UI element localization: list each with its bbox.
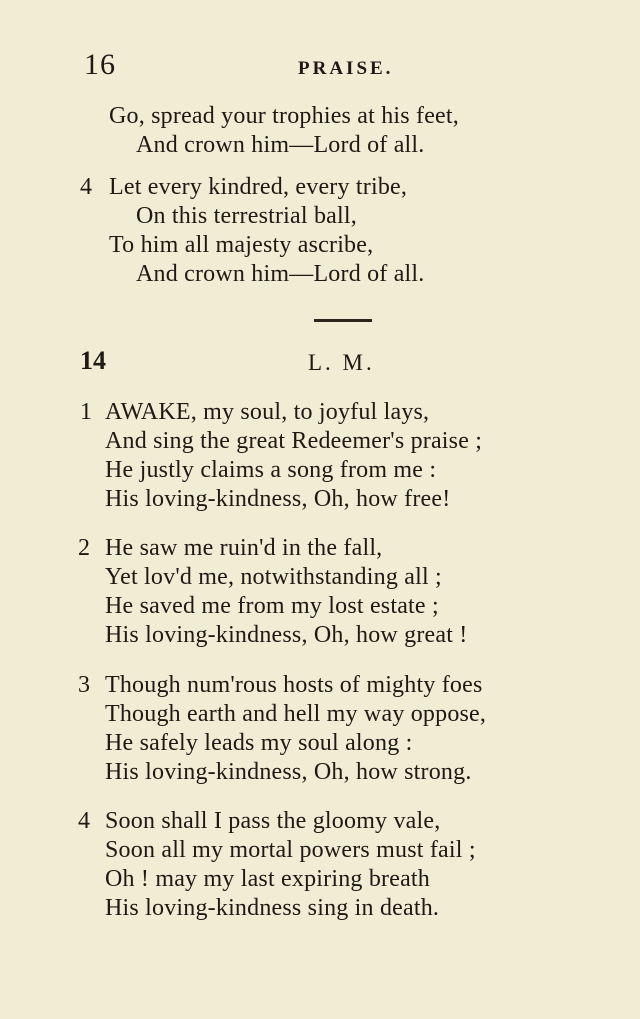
verse-line: Oh ! may my last expiring breath [105,866,430,892]
verse-line: He saved me from my lost estate ; [105,593,439,619]
page-number: 16 [84,48,116,81]
verse-line: Though earth and hell my way oppose, [105,701,487,727]
verse-line: And crown him—Lord of all. [136,132,425,158]
running-title: PRAISE. [298,58,394,79]
verse-line: He safely leads my soul along : [105,730,413,756]
verse-line: His loving-kindness, Oh, how strong. [105,759,472,785]
verse-number: 3 [78,672,90,698]
verse-line: Go, spread your trophies at his feet, [109,103,459,129]
verse-line: Though num'rous hosts of mighty foes [105,672,483,698]
verse-line: And crown him—Lord of all. [136,261,425,287]
verse-line: To him all majesty ascribe, [109,232,374,258]
hymn-number: 14 [80,346,106,375]
verse-number: 4 [80,174,92,200]
page-header [84,48,404,82]
verse-line: Let every kindred, every tribe, [109,174,408,200]
verse-line: And sing the great Redeemer's praise ; [105,428,483,454]
verse-number: 2 [78,535,90,561]
verse-line: Yet lov'd me, notwithstanding all ; [105,564,442,590]
verse-number: 1 [80,399,92,425]
verse-line: On this terrestrial ball, [136,203,357,229]
verse-line: Soon shall I pass the gloomy vale, [105,808,441,834]
verse-line: Soon all my mortal powers must fail ; [105,837,476,863]
verse-line: He saw me ruin'd in the fall, [105,535,383,561]
verse-number: 4 [78,808,90,834]
verse-line: His loving-kindness, Oh, how free! [105,486,451,512]
hymn-meter: L. M. [308,350,375,375]
section-divider [314,319,372,322]
verse-line: He justly claims a song from me : [105,457,437,483]
verse-line: AWAKE, my soul, to joyful lays, [105,399,430,425]
verse-line: His loving-kindness, Oh, how great ! [105,622,468,648]
verse-line: His loving-kindness sing in death. [105,895,440,921]
